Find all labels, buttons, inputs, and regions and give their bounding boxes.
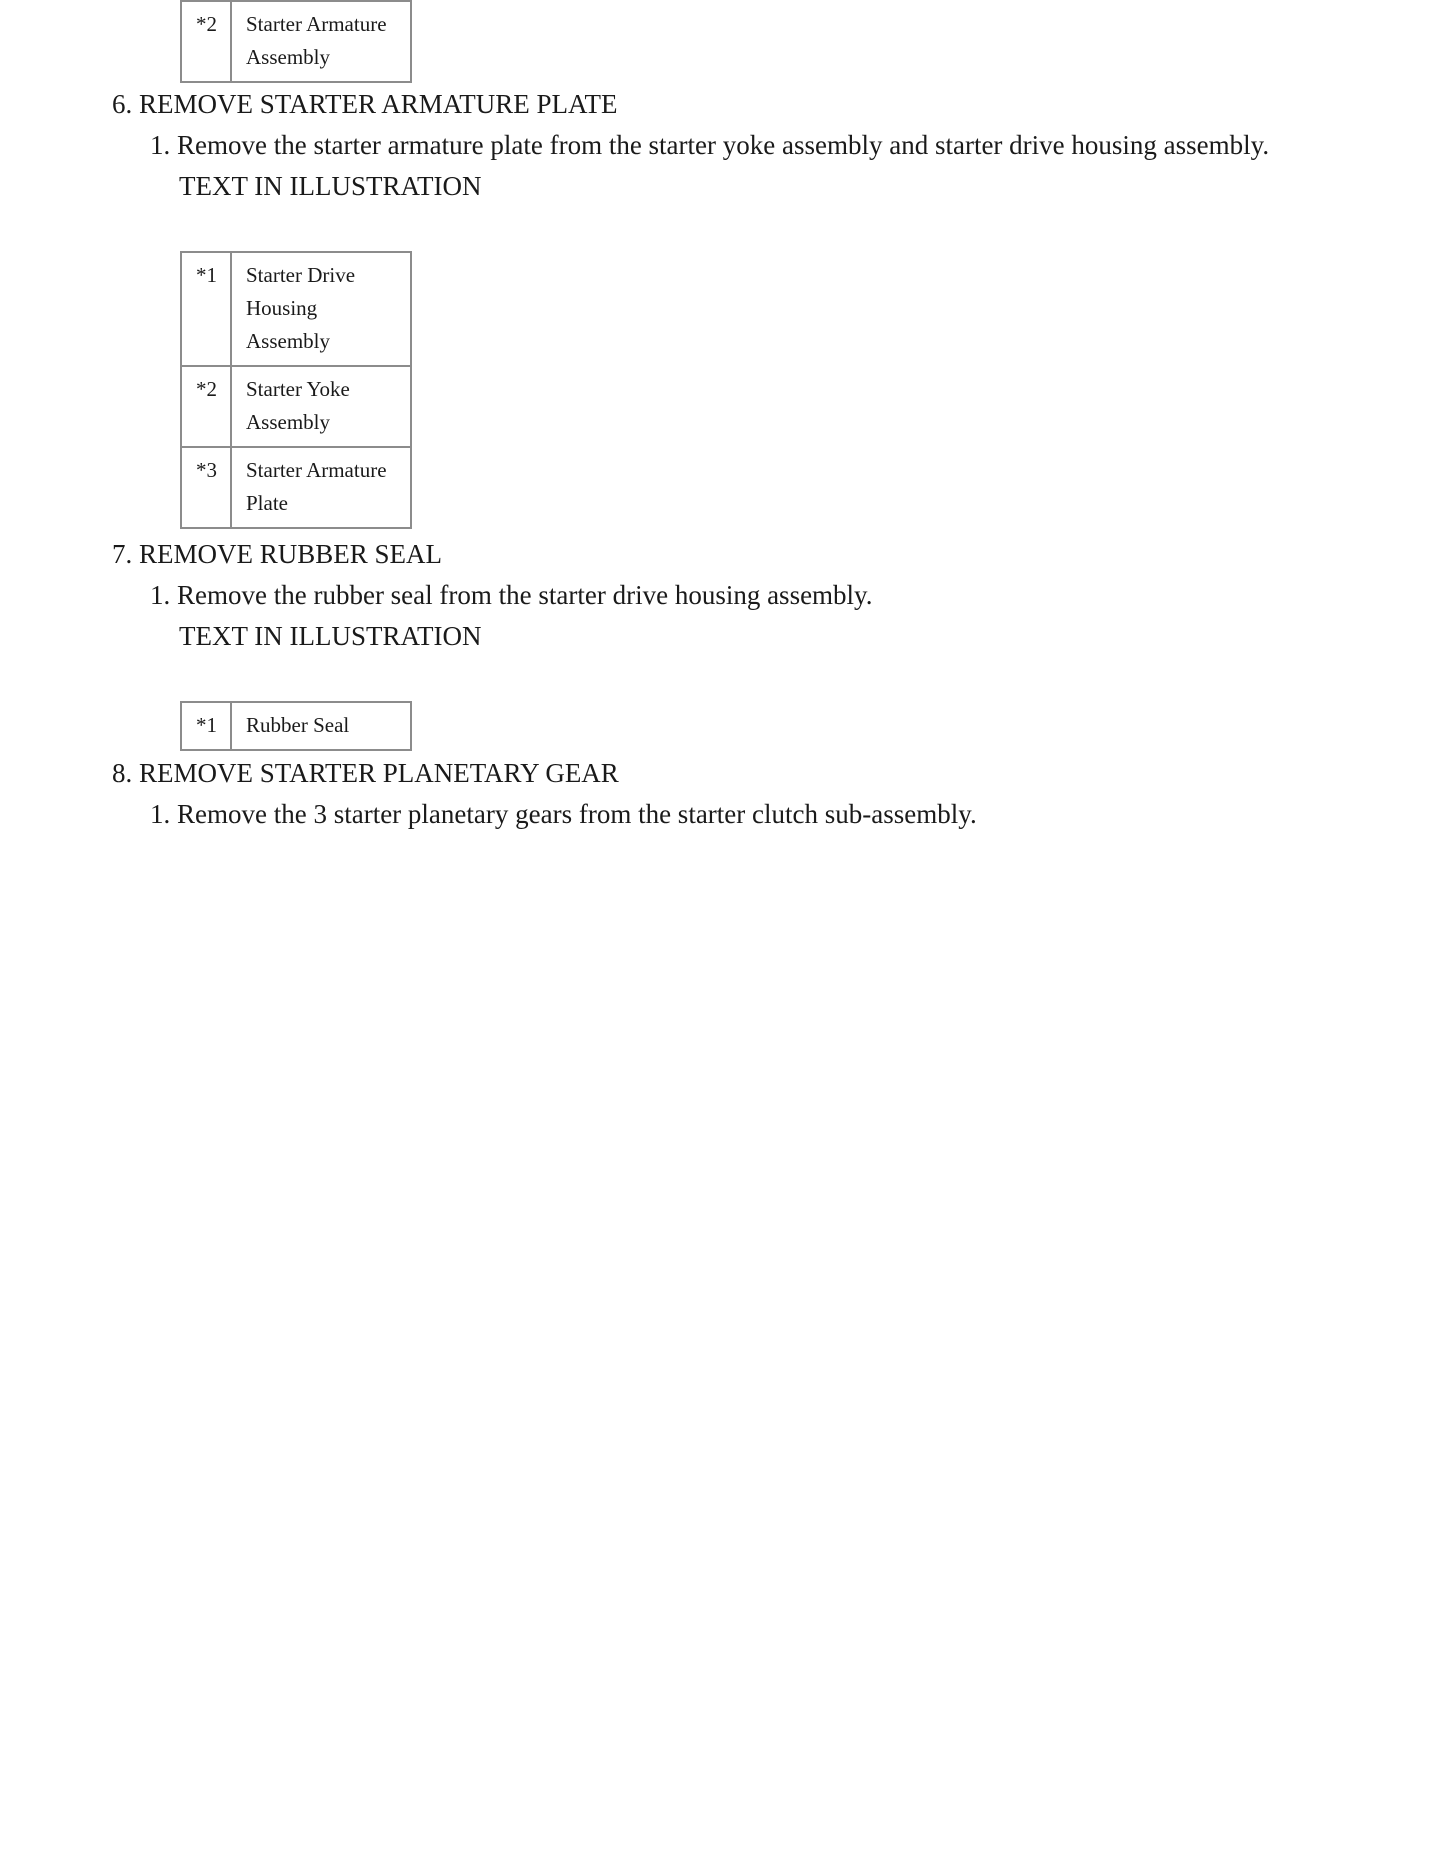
legend-ref: *2 — [181, 366, 231, 447]
legend-desc: Starter Yoke Assembly — [231, 366, 411, 447]
step-text: 1. Remove the rubber seal from the starter drive housing assembly. — [150, 580, 873, 610]
legend-ref: *3 — [181, 447, 231, 528]
illustration-label: TEXT IN ILLUSTRATION — [179, 171, 482, 201]
legend-row — [181, 252, 411, 366]
section-heading-6: 6. REMOVE STARTER ARMATURE PLATE — [112, 89, 618, 119]
legend-desc: Starter Drive Housing Assembly — [231, 252, 411, 366]
legend-row — [181, 1, 411, 82]
legend-table-section-6 — [180, 251, 412, 529]
legend-row — [181, 366, 411, 447]
legend-table-top — [180, 0, 412, 83]
legend-table-section-7 — [180, 701, 412, 751]
step-text: 1. Remove the 3 starter planetary gears from the starter clutch sub-assembly. — [150, 799, 977, 829]
legend-desc: Rubber Seal — [231, 702, 411, 750]
section-heading-7: 7. REMOVE RUBBER SEAL — [112, 539, 443, 569]
legend-ref: *1 — [181, 702, 231, 750]
section-heading-8: 8. REMOVE STARTER PLANETARY GEAR — [112, 758, 619, 788]
legend-desc: Starter Armature Assembly — [231, 1, 411, 82]
legend-row — [181, 702, 411, 750]
step-text: 1. Remove the starter armature plate from the starter yoke assembly and starter drive housing assembly. — [150, 130, 1270, 160]
legend-row — [181, 447, 411, 528]
legend-ref: *1 — [181, 252, 231, 366]
legend-ref: *2 — [181, 1, 231, 82]
illustration-label: TEXT IN ILLUSTRATION — [179, 621, 482, 651]
legend-desc: Starter Armature Plate — [231, 447, 411, 528]
